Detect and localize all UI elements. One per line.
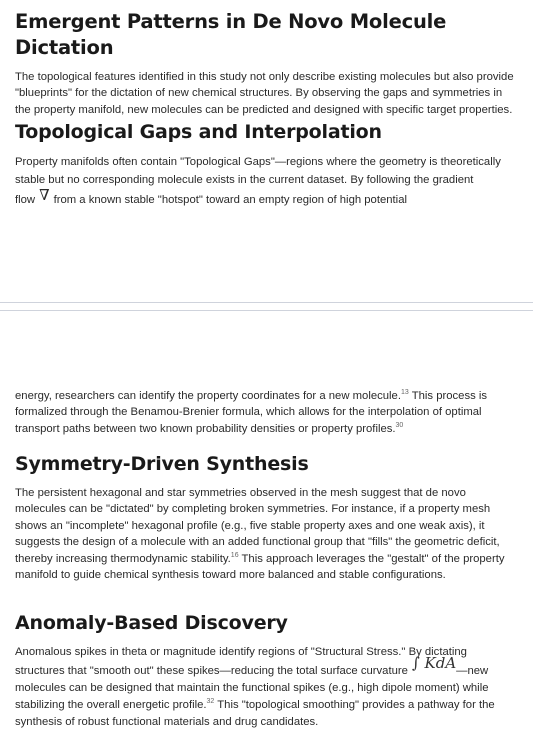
citation-ref: 13 [400,389,409,397]
section-symmetry-synthesis [15,451,515,583]
section-paragraph-part1 [15,153,515,209]
section-heading: Topological Gaps and Interpolation [15,121,382,143]
section-heading: Anomaly-Based Discovery [15,612,288,634]
section-paragraph: The topological features identified in this study not only describe existing molecules but also provide "blueprints" for the dictation of new chemical structures. By observing the gaps and symmetries in the property manifold, new molecules can be predicted and designed with specific target properties. [15,71,514,116]
section-emergent-patterns [15,9,515,118]
paragraph-text: This approach leverages the "gestalt" of the property manifold to guide chemical synthesis toward more balanced and stable configurations. [15,552,505,582]
paragraph-text: —new molecules can be designed that maintain the functional spikes (e.g., high dipole moment) while stabilizing the overall energetic profile. [15,665,489,711]
section-topological-gaps [15,119,515,209]
section-heading: Emergent Patterns in De Novo Molecule Dictation [15,10,447,59]
paragraph-text: This process is formalized through the Benamou-Brenier formula, which allows for the interpolation of optimal transport paths between two known probability densities or property profiles. [15,390,488,435]
section-topological-gaps-continued [15,388,515,437]
section-paragraph [15,644,515,731]
paragraph-text: from a known stable "hotspot" toward an empty region of high potential [53,194,407,206]
paragraph-text: energy, researchers can identify the property coordinates for a new molecule. [15,390,401,402]
section-heading: Symmetry-Driven Synthesis [15,453,309,475]
paragraph-text: Anomalous spikes in theta or magnitude identify regions of "Structural Stress." By dictating structures that "smooth out" these spikes—reducing the total surface curvature [15,646,467,677]
paragraph-text: The persistent hexagonal and star symmetries observed in the mesh suggest that de novo molecules can be "dictated" by completing broken symmetries. For instance, if a property mesh shows an "incomplete" hexagonal profile (e.g., five stable property axes and one weak axis), it suggests the design of a molecule with an added functional group that "fills" the geometric deficit, thereby increasing thermodynamic stability. [15,487,500,565]
citation-ref: 30 [395,422,404,430]
paragraph-text: This "topological smoothing" provides a pathway for the synthesis of robust functional materials and drug candidates. [15,699,495,728]
section-paragraph [15,485,515,583]
nabla-symbol: ∇ [39,186,50,204]
paragraph-text: Property manifolds often contain "Topological Gaps"—regions where the geometry is theoretically stable but no corresponding molecule exists in the current dataset. By following the gradient flow [15,156,501,206]
page-break-line-bottom [0,310,533,311]
section-anomaly-discovery [15,610,515,731]
integral-formula: ∫ KdA [411,654,457,672]
page-break-line-top [0,302,533,303]
citation-ref: 16 [230,551,239,559]
section-paragraph-part2 [15,388,515,437]
citation-ref: 32 [206,698,215,706]
